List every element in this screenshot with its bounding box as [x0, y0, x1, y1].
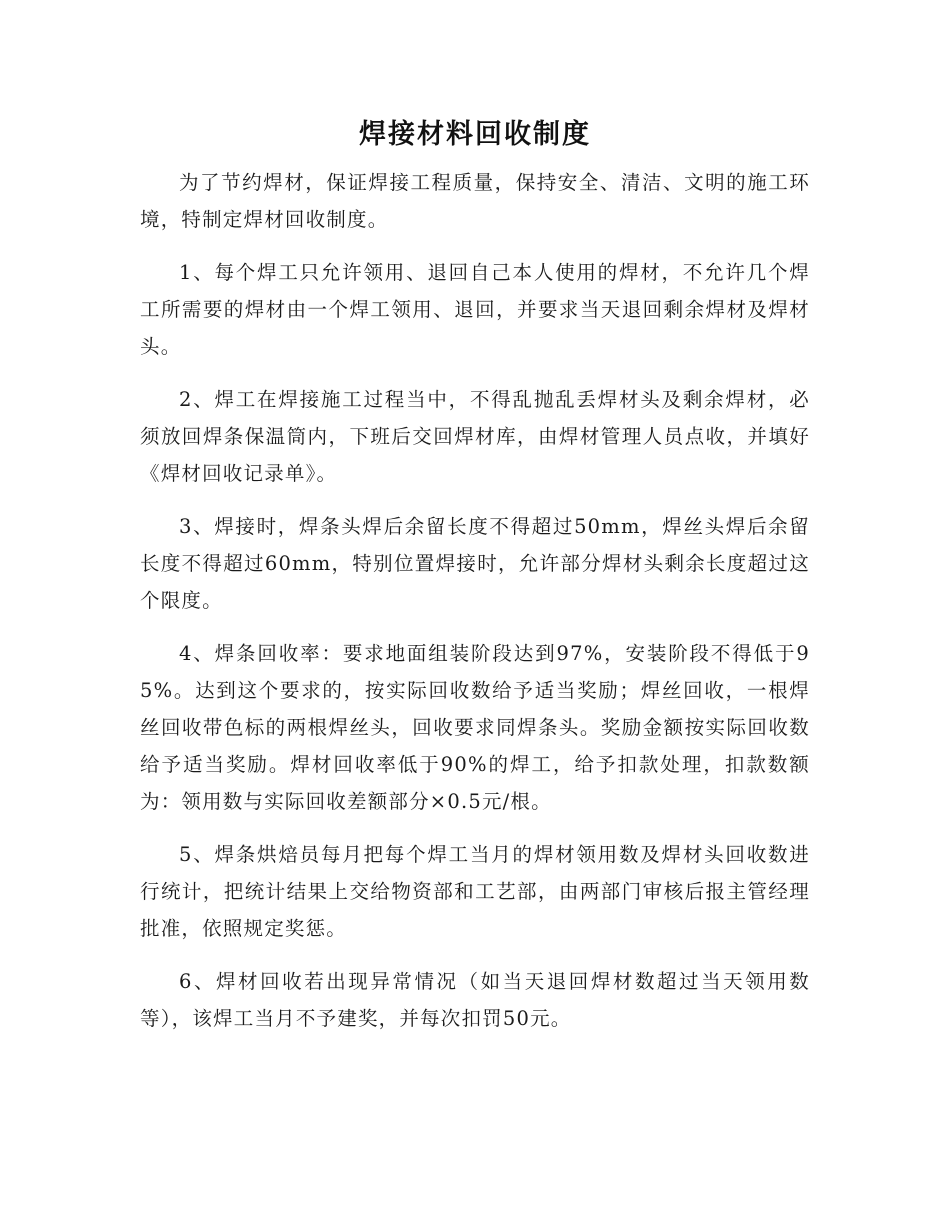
intro-paragraph: 为了节约焊材，保证焊接工程质量，保持安全、清洁、文明的施工环境，特制定焊材回收制度。 [140, 171, 810, 231]
rule-4-paragraph: 4、焊条回收率：要求地面组装阶段达到97%，安装阶段不得低于95%。达到这个要求的，按实际回收数给予适当奖励；焊丝回收，一根焊丝回收带色标的两根焊丝头，回收要求同焊条头。奖励金额按实际回收数给予适当奖励。焊材回收率低于90%的焊工，给予扣款处理，扣款数额为：领用数与实际回收差额部分×0.5元/根。 [140, 642, 810, 813]
rule-3-paragraph: 3、焊接时，焊条头焊后余留长度不得超过50mm，焊丝头焊后余留长度不得超过60mm，特别位置焊接时，允许部分焊材头剩余长度超过这个限度。 [140, 515, 810, 612]
document-title: 焊接材料回收制度 [359, 119, 591, 150]
rule-2-paragraph: 2、焊工在焊接施工过程当中，不得乱抛乱丢焊材头及剩余焊材，必须放回焊条保温筒内，下班后交回焊材库，由焊材管理人员点收，并填好《焊材回收记录单》。 [140, 388, 810, 485]
rule-5-paragraph: 5、焊条烘焙员每月把每个焊工当月的焊材领用数及焊材头回收数进行统计，把统计结果上交给物资部和工艺部，由两部门审核后报主管经理批准，依照规定奖惩。 [140, 843, 810, 940]
rule-1-paragraph: 1、每个焊工只允许领用、退回自己本人使用的焊材，不允许几个焊工所需要的焊材由一个焊工领用、退回，并要求当天退回剩余焊材及焊材头。 [140, 261, 810, 358]
document-body [140, 164, 810, 1053]
rule-6-paragraph: 6、焊材回收若出现异常情况（如当天退回焊材数超过当天领用数等），该焊工当月不予建奖，并每次扣罚50元。 [140, 970, 810, 1030]
